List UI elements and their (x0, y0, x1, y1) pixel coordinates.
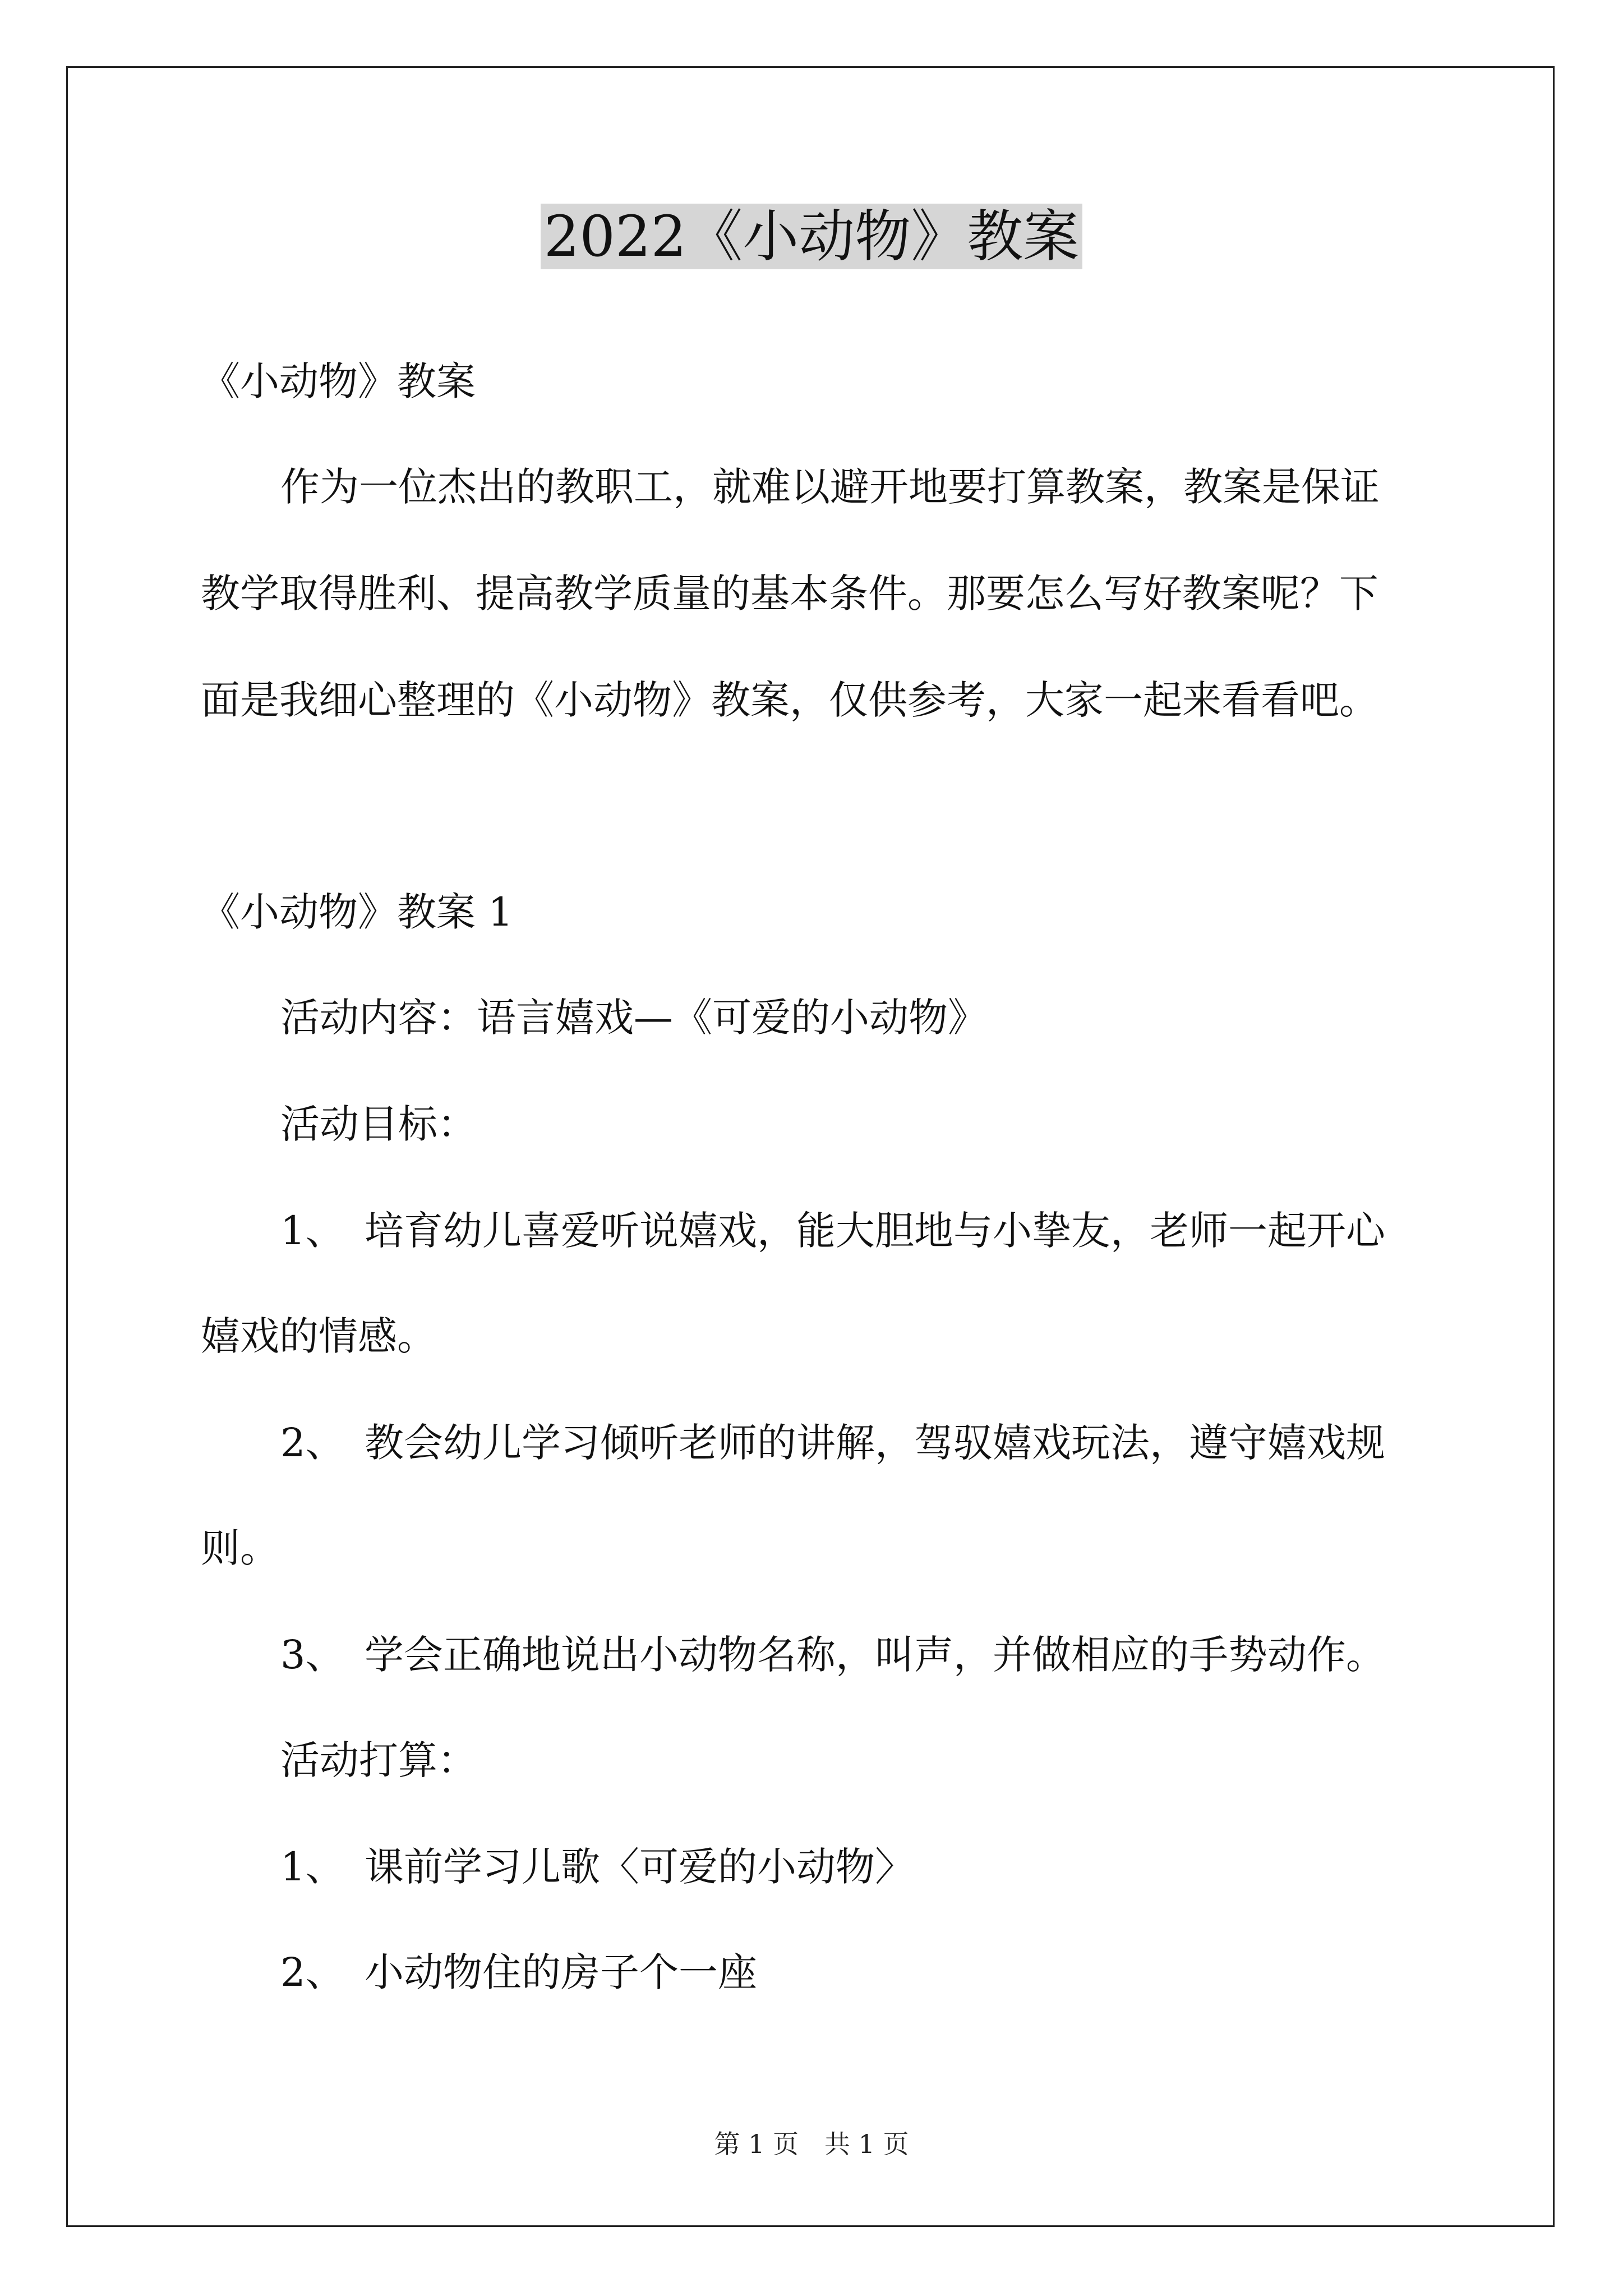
prep-item-1 (280, 1840, 914, 1894)
goal-item-1-continuation: 嬉戏的情感。 (201, 1313, 436, 1359)
intro-line-2: 教学取得胜利、提高教学质量的基本条件。那要怎么写好教案呢？下 (201, 570, 1378, 616)
prep-number: 1、 (280, 1844, 345, 1890)
goal-text: 培育幼儿喜爱听说嬉戏，能大胆地与小挚友，老师一起开心 (365, 1208, 1385, 1254)
prep-item-2 (280, 1945, 757, 1999)
prep-text: 课前学习儿歌〈可爱的小动物〉 (365, 1844, 914, 1890)
goal-number: 1、 (280, 1208, 345, 1254)
prep-heading: 活动打算： (280, 1737, 477, 1783)
intro-line-3: 面是我细心整理的《小动物》教案，仅供参考，大家一起来看看吧。 (201, 677, 1378, 723)
document-subtitle: 《小动物》教案 (201, 358, 476, 404)
prep-number: 2、 (280, 1949, 345, 1995)
goal-item-1 (280, 1204, 1385, 1258)
document-title: 2022《小动物》教案 (0, 197, 1623, 276)
intro-line-1: 作为一位杰出的教职工，就难以避开地要打算教案，教案是保证 (280, 464, 1380, 510)
section-heading: 《小动物》教案 1 (201, 889, 513, 935)
prep-text: 小动物住的房子个一座 (365, 1949, 757, 1995)
goal-item-2 (280, 1416, 1385, 1470)
goals-heading: 活动目标： (280, 1101, 477, 1147)
goal-number: 3、 (280, 1632, 345, 1678)
goal-item-2-continuation: 则。 (201, 1525, 279, 1571)
page-footer: 第 1 页 共 1 页 (714, 2129, 909, 2159)
goal-text: 教会幼儿学习倾听老师的讲解，驾驭嬉戏玩法，遵守嬉戏规 (365, 1420, 1385, 1466)
goal-number: 2、 (280, 1420, 345, 1466)
goal-item-3 (280, 1628, 1385, 1682)
goal-text: 学会正确地说出小动物名称，叫声，并做相应的手势动作。 (365, 1632, 1385, 1678)
activity-content: 活动内容：语言嬉戏—《可爱的小动物》 (280, 995, 987, 1041)
